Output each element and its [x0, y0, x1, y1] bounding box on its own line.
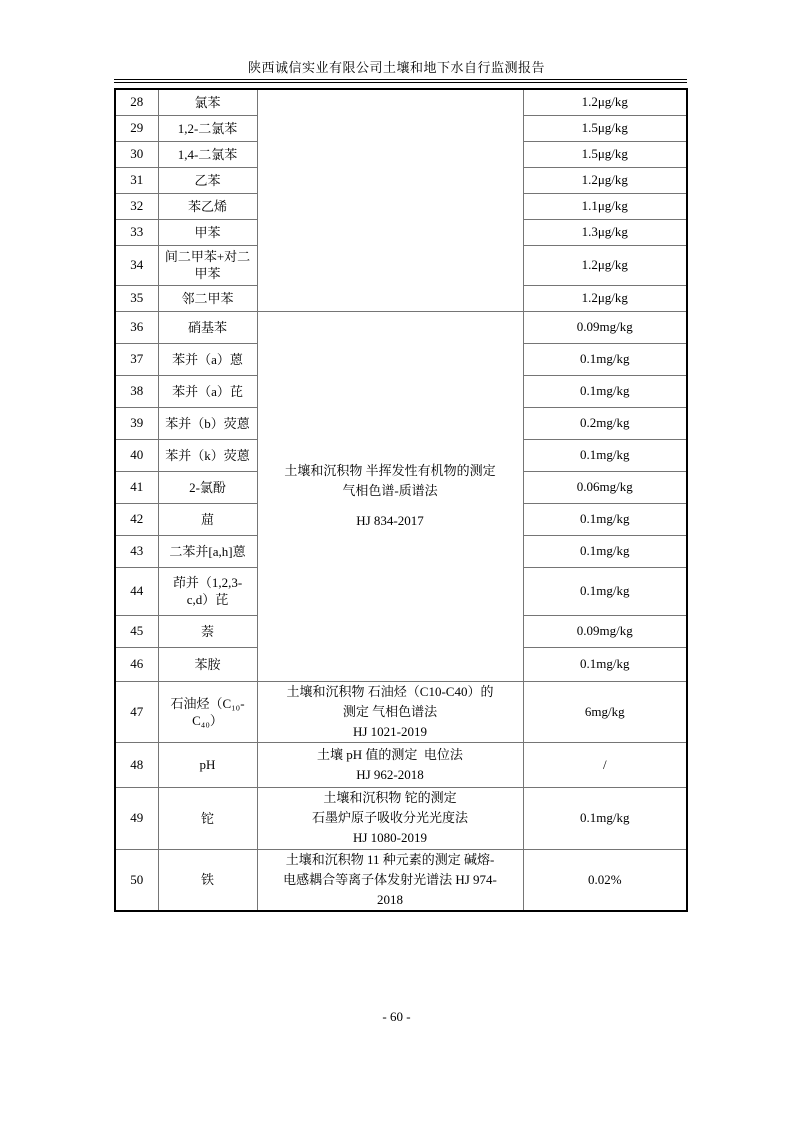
- detection-limit-cell: 0.1mg/kg: [523, 787, 687, 849]
- method-text-line: 土壤和沉积物 石油烃（C10-C40）的: [286, 683, 494, 699]
- detection-limit-cell: 0.1mg/kg: [523, 535, 687, 567]
- parameter-name-cell: 苯并（a）芘: [158, 375, 257, 407]
- table-row: [115, 681, 687, 742]
- parameter-name-cell: 邻二甲苯: [158, 285, 257, 311]
- row-number-cell: 38: [115, 375, 158, 407]
- parameter-name-cell: 石油烃（C₁₀-C₄₀）: [158, 681, 257, 742]
- method-text-line: 气相色谱-质谱法: [342, 483, 438, 498]
- parameter-name-cell: 1,2-二氯苯: [158, 115, 257, 141]
- row-number-cell: 33: [115, 219, 158, 245]
- method-text-line: HJ 834-2017: [356, 513, 424, 528]
- method-text-line: 土壤 pH 值的测定 电位法: [317, 746, 463, 762]
- parameter-name-cell: 二苯并[a,h]蒽: [158, 535, 257, 567]
- row-number-cell: 37: [115, 343, 158, 375]
- row-number-cell: 48: [115, 742, 158, 787]
- method-cell: [257, 89, 523, 311]
- parameter-name-cell: 苯并（b）荧蒽: [158, 407, 257, 439]
- parameter-name-cell: 䓛: [158, 503, 257, 535]
- row-number-cell: 42: [115, 503, 158, 535]
- detection-limit-cell: 0.1mg/kg: [523, 647, 687, 681]
- detection-limit-cell: 1.2μg/kg: [523, 167, 687, 193]
- detection-limit-cell: /: [523, 742, 687, 787]
- row-number-cell: 28: [115, 89, 158, 115]
- parameter-name-cell: 间二甲苯+对二甲苯: [158, 245, 257, 285]
- detection-limit-cell: 0.1mg/kg: [523, 439, 687, 471]
- detection-limit-cell: 1.5μg/kg: [523, 141, 687, 167]
- detection-limit-cell: 0.02%: [523, 849, 687, 911]
- method-cell: [257, 681, 523, 742]
- parameter-name-cell: 2-氯酚: [158, 471, 257, 503]
- parameter-name-cell: 1,4-二氯苯: [158, 141, 257, 167]
- detection-limit-cell: 1.1μg/kg: [523, 193, 687, 219]
- row-number-cell: 35: [115, 285, 158, 311]
- page-footer: [0, 1009, 793, 1025]
- method-text-line: HJ 962-2018: [356, 766, 424, 782]
- detection-limit-cell: 0.06mg/kg: [523, 471, 687, 503]
- monitoring-items-table: [114, 88, 688, 912]
- row-number-cell: 47: [115, 681, 158, 742]
- detection-limit-cell: 0.1mg/kg: [523, 503, 687, 535]
- parameter-name-cell: 萘: [158, 615, 257, 647]
- detection-limit-cell: 0.1mg/kg: [523, 375, 687, 407]
- row-number-cell: 34: [115, 245, 158, 285]
- parameter-name-cell: 茚并（1,2,3-c,d）芘: [158, 567, 257, 615]
- method-cell: [257, 787, 523, 849]
- row-number-cell: 43: [115, 535, 158, 567]
- detection-limit-cell: 1.5μg/kg: [523, 115, 687, 141]
- detection-limit-cell: 0.09mg/kg: [523, 311, 687, 343]
- parameter-name-cell: 苯乙烯: [158, 193, 257, 219]
- row-number-cell: 50: [115, 849, 158, 911]
- detection-limit-cell: 0.09mg/kg: [523, 615, 687, 647]
- parameter-name-cell: 甲苯: [158, 219, 257, 245]
- row-number-cell: 29: [115, 115, 158, 141]
- method-cell: [257, 742, 523, 787]
- method-text-line: 电感耦合等离子体发射光谱法 HJ 974-: [283, 871, 497, 887]
- detection-limit-cell: 6mg/kg: [523, 681, 687, 742]
- method-cell: [257, 311, 523, 681]
- row-number-cell: 31: [115, 167, 158, 193]
- method-text-line: HJ 1080-2019: [352, 830, 428, 845]
- detection-limit-cell: 0.1mg/kg: [523, 343, 687, 375]
- detection-limit-cell: 1.3μg/kg: [523, 219, 687, 245]
- detection-limit-cell: 1.2μg/kg: [523, 285, 687, 311]
- parameter-name-cell: 硝基苯: [158, 311, 257, 343]
- table-row: [115, 89, 687, 115]
- parameter-name-cell: pH: [158, 742, 257, 787]
- parameter-name-cell: 氯苯: [158, 89, 257, 115]
- row-number-cell: 40: [115, 439, 158, 471]
- table-row: [115, 849, 687, 911]
- row-number-cell: 41: [115, 471, 158, 503]
- method-text-line: 土壤和沉积物 半挥发性有机物的测定: [284, 463, 496, 478]
- report-title: 陕西诚信实业有限公司土壤和地下水自行监测报告: [247, 60, 545, 75]
- row-number-cell: 46: [115, 647, 158, 681]
- parameter-name-cell: 乙苯: [158, 167, 257, 193]
- table-row: [115, 787, 687, 849]
- method-text-line: 土壤和沉积物 铊的测定: [323, 790, 457, 805]
- detection-limit-cell: 0.1mg/kg: [523, 567, 687, 615]
- row-number-cell: 45: [115, 615, 158, 647]
- detection-limit-cell: 0.2mg/kg: [523, 407, 687, 439]
- parameter-name-cell: 铊: [158, 787, 257, 849]
- table-row: [115, 742, 687, 787]
- method-text-line: 2018: [377, 891, 403, 907]
- detection-limit-cell: 1.2μg/kg: [523, 89, 687, 115]
- row-number-cell: 44: [115, 567, 158, 615]
- page-number: - 60 -: [382, 1009, 411, 1024]
- method-text-line: 石墨炉原子吸收分光光度法: [311, 810, 468, 825]
- method-text-line: HJ 1021-2019: [352, 723, 428, 739]
- header-rule: [114, 79, 687, 83]
- detection-limit-cell: 1.2μg/kg: [523, 245, 687, 285]
- method-text-line: 测定 气相色谱法: [342, 703, 438, 719]
- row-number-cell: 32: [115, 193, 158, 219]
- method-text-line: [262, 501, 519, 511]
- row-number-cell: 49: [115, 787, 158, 849]
- table-row: [115, 311, 687, 343]
- row-number-cell: 39: [115, 407, 158, 439]
- parameter-name-cell: 苯并（k）荧蒽: [158, 439, 257, 471]
- parameter-name-cell: 苯并（a）蒽: [158, 343, 257, 375]
- row-number-cell: 36: [115, 311, 158, 343]
- method-cell: [257, 849, 523, 911]
- parameter-name-cell: 苯胺: [158, 647, 257, 681]
- method-text-line: 土壤和沉积物 11 种元素的测定 碱熔-: [285, 851, 495, 867]
- parameter-name-cell: 铁: [158, 849, 257, 911]
- row-number-cell: 30: [115, 141, 158, 167]
